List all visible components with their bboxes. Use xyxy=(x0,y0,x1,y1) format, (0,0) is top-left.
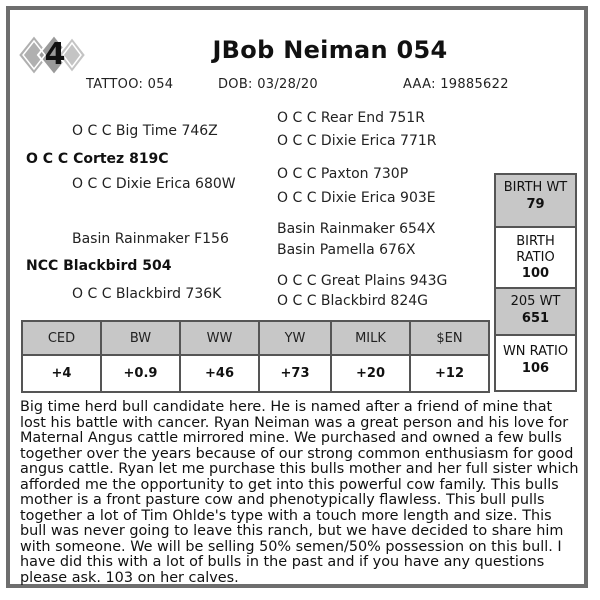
birth-wt-label: BIRTH WT xyxy=(503,180,568,195)
birth-ratio-label-1: BIRTH xyxy=(516,234,555,249)
tattoo-value: 054 xyxy=(147,77,174,92)
lot-badge xyxy=(18,33,88,77)
epd-table xyxy=(21,320,490,393)
wn-ratio-value: 106 xyxy=(521,361,550,376)
epd-value-ced: +4 xyxy=(22,355,101,392)
sire-dam-sire: O C C Paxton 730P xyxy=(277,166,409,182)
aaa-label: AAA: xyxy=(403,77,436,92)
wt205-box xyxy=(494,287,577,336)
dob-value: 03/28/20 xyxy=(257,77,318,92)
epd-value-bw: +0.9 xyxy=(101,355,180,392)
sire-dam-dam: O C C Dixie Erica 903E xyxy=(277,190,436,206)
dam-sire: Basin Rainmaker F156 xyxy=(72,231,229,247)
aaa-info xyxy=(403,77,509,92)
birth-ratio-label-2: RATIO xyxy=(516,250,555,265)
wn-ratio-box xyxy=(494,334,577,392)
birth-wt-box xyxy=(494,173,577,228)
epd-header-bw: BW xyxy=(101,321,180,355)
epd-header-en: $EN xyxy=(410,321,489,355)
wt205-value: 651 xyxy=(521,311,550,326)
epd-value-yw: +73 xyxy=(259,355,331,392)
sire-dam: O C C Dixie Erica 680W xyxy=(72,176,236,192)
dob-info xyxy=(218,77,318,92)
dob-label: DOB: xyxy=(218,77,253,92)
animal-name: JBob Neiman 054 xyxy=(212,36,448,64)
sire-sire: O C C Big Time 746Z xyxy=(72,123,218,139)
epd-value-en: +12 xyxy=(410,355,489,392)
dam-dam-dam: O C C Blackbird 824G xyxy=(277,293,428,309)
dam-dam: O C C Blackbird 736K xyxy=(72,286,222,302)
dam: NCC Blackbird 504 xyxy=(26,258,172,274)
birth-wt-value: 79 xyxy=(526,197,545,212)
wt205-label: 205 WT xyxy=(510,294,561,309)
tattoo-label: TATTOO: xyxy=(86,77,144,92)
wn-ratio-label: WN RATIO xyxy=(502,344,569,359)
lot-number: 4 xyxy=(44,37,66,72)
sire-sire-sire: O C C Rear End 751R xyxy=(277,110,425,126)
epd-value-row xyxy=(22,355,489,392)
epd-value-ww: +46 xyxy=(180,355,259,392)
birth-ratio-value: 100 xyxy=(521,266,550,281)
epd-header-yw: YW xyxy=(259,321,331,355)
sire-sire-dam: O C C Dixie Erica 771R xyxy=(277,133,437,149)
epd-header-row xyxy=(22,321,489,355)
description: Big time herd bull candidate here. He is named after a friend of mine that lost his battle with cancer. Ryan Neiman was a great person and his love for Maternal Angus cattle mirrored mine. We purchased and owned a few bulls together over the years because of our strong common enthusiasm for good angus cattle. Ryan let me purchase this bulls mother and her full sister which afforded me the opportunity to get into this powerful cow family. This bulls mother is a front pasture cow and phenotypically flawless. This bull pulls together a lot of Tim Ohlde's type with a touch more length and size. This bull was never going to leave this ranch, but we have decided to share him with someone. We will be selling 50% semen/50% possession on this bull. I have did this with a lot of bulls in the past and if you have any questions please ask. 103 on her calves. xyxy=(20,399,579,586)
tattoo-info xyxy=(86,77,173,92)
dam-sire-dam: Basin Pamella 676X xyxy=(277,242,416,258)
sire: O C C Cortez 819C xyxy=(26,151,169,167)
aaa-value: 19885622 xyxy=(440,77,509,92)
epd-header-ced: CED xyxy=(22,321,101,355)
epd-header-milk: MILK xyxy=(331,321,410,355)
dam-sire-sire: Basin Rainmaker 654X xyxy=(277,221,436,237)
dam-dam-sire: O C C Great Plains 943G xyxy=(277,273,448,289)
birth-ratio-box xyxy=(494,226,577,289)
epd-value-milk: +20 xyxy=(331,355,410,392)
epd-header-ww: WW xyxy=(180,321,259,355)
